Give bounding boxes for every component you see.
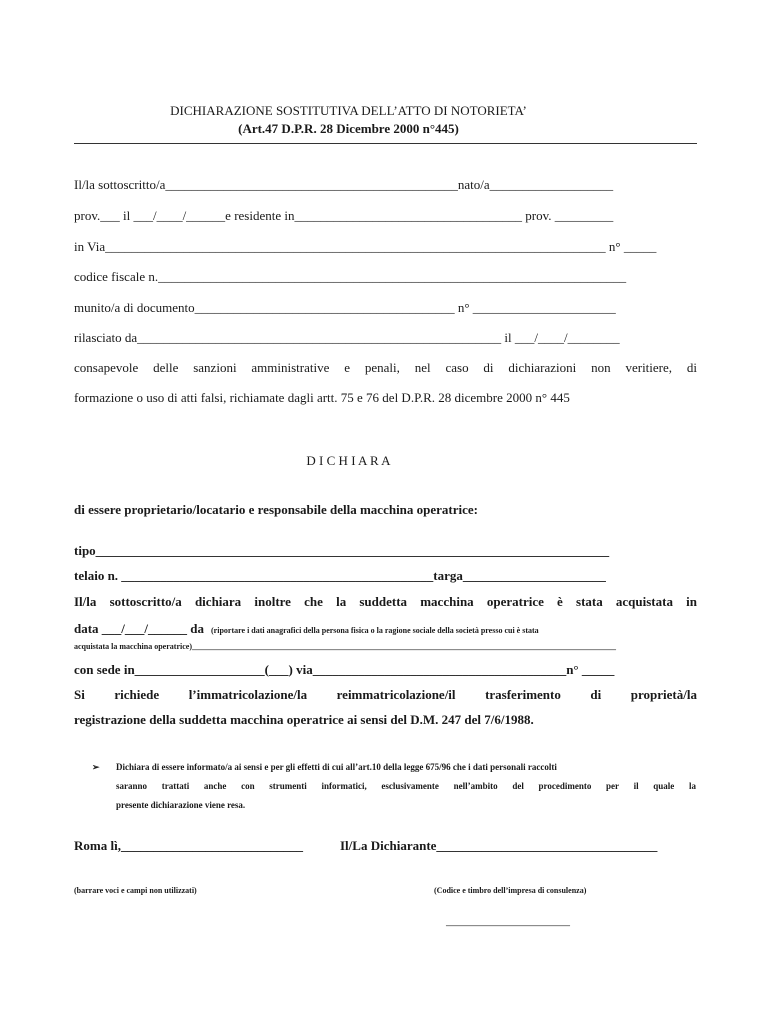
name-birth-line[interactable]: Il/la sottoscritto/a_____________________________________________nato/a___________________ <box>74 177 614 192</box>
privacy-text-1: Dichiara di essere informato/a ai sensi e per gli effetti di cui all’art.10 della legge 675/96 che i dati personali raccolti <box>116 762 557 772</box>
unused-fields-note: (barrare voci e campi non utilizzati) <box>74 886 197 895</box>
issued-by-line[interactable]: rilasciato da________________________________________________________ il ___/____/________ <box>74 330 620 345</box>
purchase-note-continued[interactable]: acquistata la macchina operatrice)__________________________________________________________________________________________________________ <box>74 642 616 651</box>
request-text-1: Si richiede l’immatricolazione/la reimmatricolazione/il trasferimento di proprietà/la <box>74 687 697 702</box>
privacy-text-3: presente dichiarazione viene resa. <box>116 800 246 810</box>
request-text-2: registrazione della suddetta macchina operatrice ai sensi del D.M. 247 del 7/6/1988. <box>74 712 534 727</box>
document-subtitle: (Art.47 D.P.R. 28 Dicembre 2000 n°445) <box>238 121 459 136</box>
chassis-plate-line[interactable]: telaio n. ________________________________________________targa______________________ <box>74 568 606 583</box>
tax-code-line[interactable]: codice fiscale n.________________________________________________________________________ <box>74 269 627 284</box>
declarant-signature-line[interactable]: Il/La Dichiarante__________________________________ <box>340 838 658 853</box>
document-number-line[interactable]: munito/a di documento________________________________________ n° ______________________ <box>74 300 616 315</box>
document-title: DICHIARAZIONE SOSTITUTIVA DELL’ATTO DI NOTORIETA’ <box>170 103 527 118</box>
vehicle-type-line[interactable]: tipo_______________________________________________________________________________ <box>74 543 610 558</box>
stamp-caption: (Codice e timbro dell’impresa di consulenza) <box>434 886 587 895</box>
purchase-date-line[interactable] <box>74 620 539 638</box>
purchase-date-field[interactable]: data ___/___/______ da <box>74 621 205 636</box>
province-residence-line[interactable]: prov.___ il ___/____/______e residente in___________________________________ prov. _________ <box>74 208 614 223</box>
stamp-line[interactable]: _______________________________ <box>446 918 570 927</box>
header-divider <box>74 143 697 144</box>
purchase-note: (riportare i dati anagrafici della persona fisica o la ragione sociale della società presso cui è stata <box>211 626 539 635</box>
street-line[interactable]: in Via_____________________________________________________________________________ n° _____ <box>74 239 657 254</box>
vehicle-intro: di essere proprietario/locatario e responsabile della macchina operatrice: <box>74 502 479 517</box>
awareness-text-1: consapevole delle sanzioni amministrative e penali, nel caso di dichiarazioni non veritiere, di <box>74 360 697 375</box>
place-date-line[interactable]: Roma lì,____________________________ <box>74 838 303 853</box>
bullet-arrow-icon: ➢ <box>92 762 100 772</box>
seller-address-line[interactable]: con sede in____________________(___) via_______________________________________n° _____ <box>74 662 615 677</box>
declare-heading: D I C H I A R A <box>306 453 391 468</box>
acquired-statement: Il/la sottoscritto/a dichiara inoltre che la suddetta macchina operatrice è stata acquistata in <box>74 594 697 609</box>
awareness-text-2: formazione o uso di atti falsi, richiamate dagli artt. 75 e 76 del D.P.R. 28 dicembre 2000 n° 445 <box>74 390 570 405</box>
privacy-text-2: saranno trattati anche con strumenti informatici, esclusivamente nell’ambito del procedimento per il quale la <box>116 781 696 791</box>
